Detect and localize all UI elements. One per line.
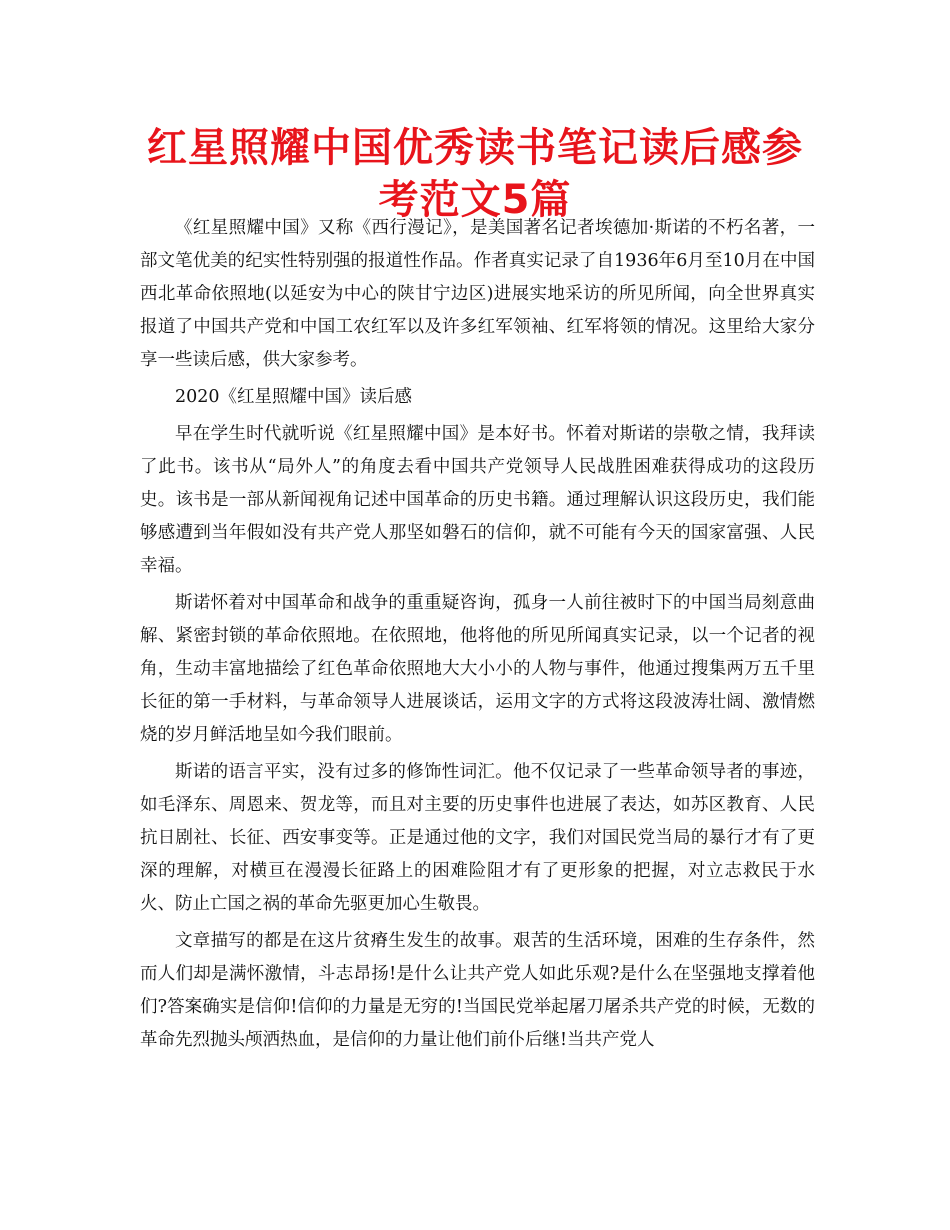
- body-paragraph: 文章描写的都是在这片贫瘠生发生的故事。艰苦的生活环境，困难的生存条件，然而人们却是满怀激情，斗志昂扬!是什么让共产党人如此乐观?是什么在坚强地支撑着他们?答案确实是信仰!信仰的力量是无穷的!当国民党举起屠刀屠杀共产党的时候，无数的革命先烈抛头颅洒热血，是信仰的力量让他们前仆后继!当共产党人: [140, 931, 815, 1050]
- document-title: 红星照耀中国优秀读书笔记读后感参考范文5篇: [147, 125, 803, 223]
- section-heading: 2020《红星照耀中国》读后感: [175, 387, 413, 407]
- body-paragraph: 斯诺怀着对中国革命和战争的重重疑咨询，孤身一人前往被时下的中国当局刻意曲解、紧密封锁的革命依照地。在依照地，他将他的所见所闻真实记录，以一个记者的视角，生动丰富地描绘了红色革命依照地大大小小的人物与事件，他通过搜集两万五千里长征的第一手材料，与革命领导人进展谈话，运用文字的方式将这段波涛壮阔、激情燃烧的岁月鲜活地呈如今我们眼前。: [140, 593, 815, 745]
- intro-paragraph: 《红星照耀中国》又称《西行漫记》，是美国著名记者埃德加·斯诺的不朽名著，一部文笔优美的纪实性特别强的报道性作品。作者真实记录了自1936年6月至10月在中国西北革命依照地(以延安为中心的陕甘宁边区)进展实地采访的所见所闻，向全世界真实报道了中国共产党和中国工农红军以及许多红军领袖、红军将领的情况。这里给大家分享一些读后感，供大家参考。: [140, 218, 815, 370]
- document-body: [140, 212, 815, 1057]
- body-paragraph: 斯诺的语言平实，没有过多的修饰性词汇。他不仅记录了一些革命领导者的事迹，如毛泽东、周恩来、贺龙等，而且对主要的历史事件也进展了表达，如苏区教育、人民抗日剧社、长征、西安事变等。正是通过他的文字，我们对国民党当局的暴行才有了更深的理解，对横亘在漫漫长征路上的困难险阻才有了更形象的把握，对立志救民于水火、防止亡国之祸的革命先驱更加心生敬畏。: [140, 762, 815, 914]
- body-paragraph: 早在学生时代就听说《红星照耀中国》是本好书。怀着对斯诺的崇敬之情，我拜读了此书。该书从“局外人”的角度去看中国共产党领导人民战胜困难获得成功的这段历史。该书是一部从新闻视角记述中国革命的历史书籍。通过理解认识这段历史，我们能够感遭到当年假如没有共产党人那坚如磐石的信仰，就不可能有今天的国家富强、人民幸福。: [140, 424, 815, 576]
